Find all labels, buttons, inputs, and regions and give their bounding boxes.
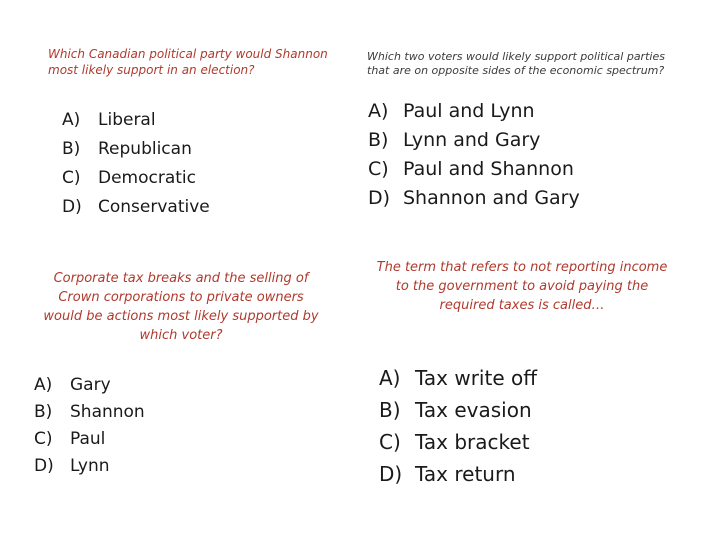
option-b[interactable] bbox=[379, 394, 537, 426]
option-d[interactable] bbox=[34, 453, 145, 480]
option-a[interactable] bbox=[368, 97, 580, 126]
question-2-options bbox=[368, 97, 580, 213]
option-letter: D) bbox=[62, 197, 82, 217]
option-d[interactable] bbox=[62, 193, 210, 222]
option-b[interactable] bbox=[368, 126, 580, 155]
question-3-options bbox=[34, 372, 145, 480]
option-letter: C) bbox=[379, 430, 401, 454]
question-1-text: Which Canadian political party would Shannon most likely support in an election? bbox=[48, 47, 328, 77]
option-b[interactable] bbox=[62, 135, 210, 164]
option-text: Shannon bbox=[70, 402, 145, 422]
option-letter: A) bbox=[379, 366, 401, 390]
option-letter: D) bbox=[379, 462, 403, 486]
option-a[interactable] bbox=[34, 372, 145, 399]
option-letter: B) bbox=[62, 139, 81, 159]
option-d[interactable] bbox=[368, 184, 580, 213]
option-text: Tax write off bbox=[415, 366, 538, 390]
option-letter: C) bbox=[368, 158, 389, 180]
question-4-options bbox=[379, 362, 537, 490]
option-letter: B) bbox=[34, 402, 53, 422]
option-text: Tax bracket bbox=[415, 430, 530, 454]
option-d[interactable] bbox=[379, 458, 537, 490]
option-c[interactable] bbox=[34, 426, 145, 453]
option-text: Liberal bbox=[98, 110, 156, 130]
option-text: Shannon and Gary bbox=[403, 187, 580, 209]
option-text: Paul and Shannon bbox=[403, 158, 574, 180]
option-letter: C) bbox=[62, 168, 81, 188]
option-letter: A) bbox=[368, 100, 389, 122]
option-text: Tax evasion bbox=[415, 398, 532, 422]
option-text: Paul bbox=[70, 429, 106, 449]
question-3-text: Corporate tax breaks and the selling of Crown corporations to private owners would be actions most likely supported by which voter? bbox=[43, 271, 319, 343]
option-letter: D) bbox=[368, 187, 391, 209]
option-text: Lynn and Gary bbox=[403, 129, 541, 151]
question-1-options bbox=[62, 106, 210, 222]
option-letter: B) bbox=[379, 398, 401, 422]
option-text: Lynn bbox=[70, 456, 110, 476]
option-text: Paul and Lynn bbox=[403, 100, 535, 122]
option-c[interactable] bbox=[368, 155, 580, 184]
option-text: Tax return bbox=[415, 462, 516, 486]
option-letter: B) bbox=[368, 129, 389, 151]
option-letter: D) bbox=[34, 456, 54, 476]
option-a[interactable] bbox=[62, 106, 210, 135]
option-letter: A) bbox=[62, 110, 81, 130]
option-c[interactable] bbox=[62, 164, 210, 193]
option-text: Gary bbox=[70, 375, 111, 395]
option-c[interactable] bbox=[379, 426, 537, 458]
option-letter: A) bbox=[34, 375, 53, 395]
option-text: Republican bbox=[98, 139, 192, 159]
option-text: Conservative bbox=[98, 197, 210, 217]
question-2-text: Which two voters would likely support political parties that are on opposite sides of the economic spectrum? bbox=[367, 50, 665, 77]
question-4-text: The term that refers to not reporting income to the government to avoid paying the required taxes is called… bbox=[376, 260, 668, 313]
option-text: Democratic bbox=[98, 168, 196, 188]
option-b[interactable] bbox=[34, 399, 145, 426]
option-a[interactable] bbox=[379, 362, 537, 394]
option-letter: C) bbox=[34, 429, 53, 449]
